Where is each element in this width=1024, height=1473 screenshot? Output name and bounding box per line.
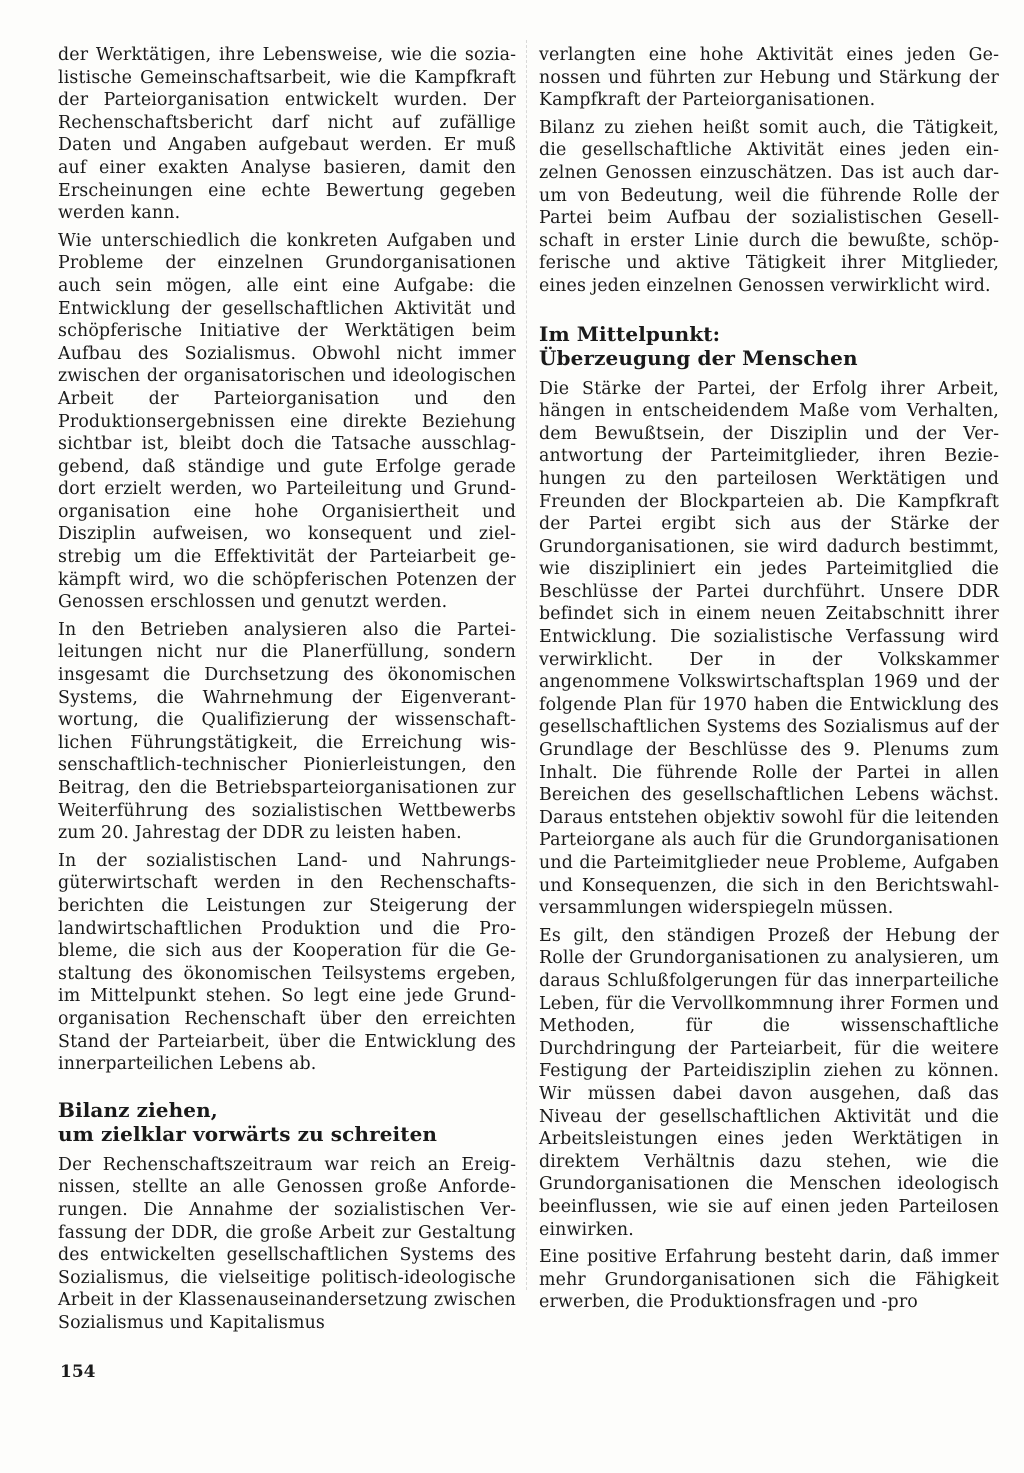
section-heading-line: Im Mittelpunkt: <box>539 321 721 346</box>
paragraph: Es gilt, den ständigen Prozeß der Hebung der Rolle der Grundorganisationen zu analysieren, um daraus Schlußfolgerungen für das innerparteiliche Leben, für die Vervollkommnung ihrer Formen und Methoden, für die wissenschaftliche Durchdringung der Parteiarbeit, für die weitere Festigung der Parteidisziplin ziehen zu können. Wir müssen dabei davon ausgehen, daß das Niveau der gesellschaftlichen Aktivität und die Arbeitsleistungen eines jeden Werktätigen in direktem Verhältnis dazu stehen, wie die Grundorganisationen die Menschen ideologisch beeinflussen, wie sie auf einen jeden Parteilosen einwirken. <box>539 925 999 1240</box>
section-heading <box>58 1098 516 1146</box>
column-divider <box>526 40 528 1290</box>
paragraph: verlangten eine hohe Aktivität eines jeden Genossen und führten zur Hebung und Stärkung der Kampfkraft der Parteiorganisationen. <box>539 45 999 111</box>
paragraph: Die Stärke der Partei, der Erfolg ihrer Arbeit, hängen in entscheidendem Maße vom Verhalten, dem Bewußtsein, der Disziplin und der Verantwortung der Parteimitglieder, ihren Beziehungen zu den parteilosen Werktätigen und Freunden der Blockparteien ab. Die Kampfkraft der Partei ergibt sich aus der Stärke der Grundorganisationen, sie wird dadurch bestimmt, wie diszipliniert ein jedes Parteimitglied die Beschlüsse der Partei durchführt. Unsere DDR befindet sich in einem neuen Zeitabschnitt ihrer Entwicklung. Die sozialistische Verfassung wird verwirklicht. Der in der Volkskammer angenommene Volkswirtschaftsplan 1969 und der folgende Plan für 1970 haben die Entwicklung des gesellschaftlichen Systems des Sozialismus auf der Grundlage der Beschlüsse des 9. Plenums zum Inhalt. Die führende Rolle der Partei in allen Bereichen des gesellschaftlichen Lebens wächst. Daraus entstehen objektiv sowohl für die leitenden Parteiorgane als auch für die Grundorganisationen und die Parteimitglieder neue Probleme, Aufgaben und Konsequenzen, die sich in den Berichtswahlversammlungen widerspiegeln müssen. <box>539 378 999 919</box>
page-number: 154 <box>60 1362 96 1382</box>
section-heading-line: Bilanz ziehen, <box>58 1097 218 1122</box>
paragraph: Der Rechenschaftszeitraum war reich an Ereignissen, stellte an alle Genossen große Anforderungen. Die Annahme der sozialistischen Verfassung der DDR, die große Arbeit zur Gestaltung des entwickelten gesellschaftlichen Systems des Sozialismus, die vielseitige politisch-ideologische Arbeit in der Klassenauseinandersetzung zwischen Sozialismus und Kapitalismus <box>58 1154 516 1333</box>
section-heading <box>539 322 999 370</box>
paragraph: In den Betrieben analysieren also die Parteileitungen nicht nur die Planerfüllung, sondern insgesamt die Durchsetzung des ökonomischen Systems, die Wahrnehmung der Eigenverantwortung, die Qualifizierung der wissenschaftlichen Führungstätigkeit, die Erreichung wissenschaftlich-technischer Pionierleistungen, den Beitrag, den die Betriebsparteiorganisationen zur Weiterführung des sozialistischen Wettbewerbs zum 20. Jahrestag der DDR zu leisten haben. <box>58 619 516 844</box>
section-heading-line: um zielklar vorwärts zu schreiten <box>58 1121 438 1146</box>
paragraph: In der sozialistischen Land- und Nahrungsgüterwirtschaft werden in den Rechenschaftsberichten die Leistungen zur Steigerung der landwirtschaftlichen Produktion und die Probleme, die sich aus der Kooperation für die Gestaltung des ökonomischen Teilsystems ergeben, im Mittelpunkt stehen. So legt eine jede Grundorganisation Rechenschaft über den erreichten Stand der Parteiarbeit, über die Entwicklung des innerparteilichen Lebens ab. <box>58 850 516 1075</box>
left-column <box>58 44 516 1339</box>
paragraph: Eine positive Erfahrung besteht darin, daß immer mehr Grundorganisationen sich die Fähigkeit erwerben, die Produktionsfragen und -pro <box>539 1247 999 1313</box>
right-column <box>539 44 999 1319</box>
paragraph: der Werktätigen, ihre Lebensweise, wie die sozialistische Gemeinschaftsarbeit, wie die Kampfkraft der Parteiorganisation entwickelt wurden. Der Rechenschaftsbericht darf nicht auf zufällige Daten und Angaben aufgebaut werden. Er muß auf einer exakten Analyse basieren, damit den Erscheinungen eine echte Bewertung gegeben werden kann. <box>58 45 516 224</box>
paragraph: Bilanz zu ziehen heißt somit auch, die Tätigkeit, die gesellschaftliche Aktivität eines jeden einzelnen Genossen einzuschätzen. Das ist auch darum von Bedeutung, weil die führende Rolle der Partei beim Aufbau der sozialistischen Gesellschaft in erster Linie durch die bewußte, schöpferische und aktive Tätigkeit ihrer Mitglieder, eines jeden einzelnen Genossen verwirklicht wird. <box>539 117 999 296</box>
section-heading-line: Überzeugung der Menschen <box>539 345 858 370</box>
paragraph: Wie unterschiedlich die konkreten Aufgaben und Probleme der einzelnen Grundorganisationen auch sein mögen, alle eint eine Aufgabe: die Entwicklung der gesellschaftlichen Aktivität und schöpferische Initiative der Werktätigen beim Aufbau des Sozialismus. Obwohl nicht immer zwischen der organisatorischen und ideologischen Arbeit der Parteiorganisation und den Produktionsergebnissen eine direkte Beziehung sichtbar ist, bleibt doch die Tatsache ausschlaggebend, daß ständige und gute Erfolge gerade dort erzielt werden, wo Parteileitung und Grundorganisation eine hohe Organisiertheit und Disziplin aufweisen, wo konsequent und zielstrebig um die Effektivität der Parteiarbeit gekämpft wird, wo die schöpferischen Potenzen der Genossen erschlossen und genutzt werden. <box>58 230 516 613</box>
